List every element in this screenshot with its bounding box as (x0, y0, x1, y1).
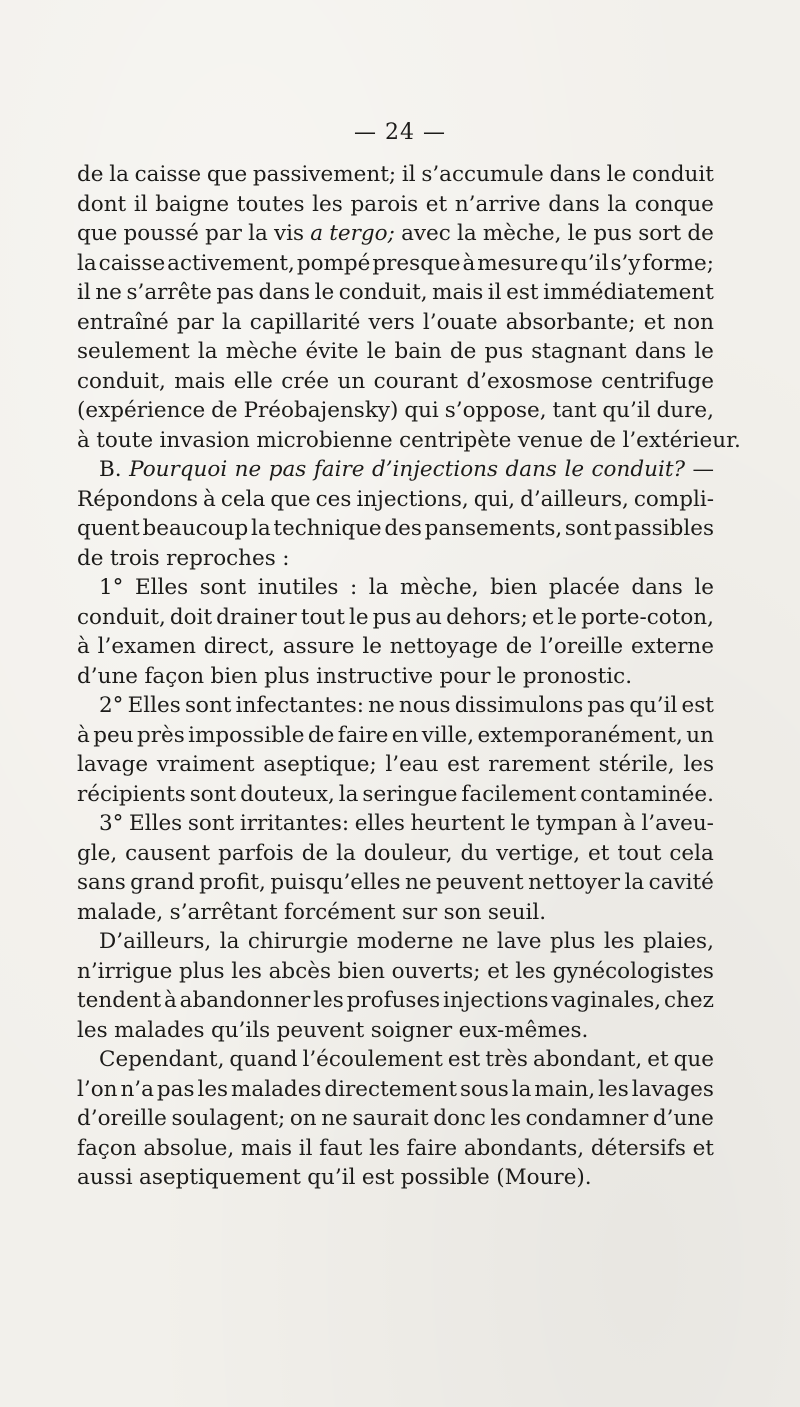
text-line: 1° Elles sont inutiles : la mèche, bien placée dans le (99, 575, 714, 600)
text-line: à toute invasion microbienne centripète venue de l’extérieur. (77, 427, 741, 453)
text-line: 2° Elles sont infectantes: ne nous dissimulons pas qu’il est (99, 693, 714, 718)
text-line: l’on n’a pas les malades directement sous la main, les lavages (77, 1076, 714, 1102)
page-number: — 24 — (354, 120, 446, 145)
text-line: B. Pourquoi ne pas faire d’injections dans le conduit? — (99, 457, 714, 482)
text-line: (expérience de Préobajensky) qui s’oppose, tant qu’il dure, (77, 398, 714, 423)
text-line: de la caisse que passivement; il s’accumule dans le conduit (77, 162, 714, 187)
text-line: Cependant, quand l’écoulement est très abondant, et que (99, 1047, 714, 1072)
text-line: d’oreille soulagent; on ne saurait donc les condamner d’une (77, 1106, 714, 1131)
text-line: entraîné par la capillarité vers l’ouate absorbante; et non (77, 309, 714, 335)
text-line: quent beaucoup la technique des pansements, sont passibles (77, 516, 714, 541)
text-line: gle, causent parfois de la douleur, du vertige, et tout cela (77, 840, 714, 866)
text-line: tendent à abandonner les profuses injections vaginales, chez (77, 988, 714, 1013)
text-line: il ne s’arrête pas dans le conduit, mais il est immédiatement (77, 280, 714, 305)
text-line: façon absolue, mais il faut les faire abondants, détersifs et (77, 1135, 714, 1161)
body-text (77, 160, 741, 1193)
text-line: lavage vraiment aseptique; l’eau est rarement stérile, les (77, 752, 714, 777)
text-line: de trois reproches : (77, 545, 290, 571)
text-line: les malades qu’ils peuvent soigner eux-mêmes. (77, 1017, 589, 1043)
text-line: aussi aseptiquement qu’il est possible (Moure). (77, 1165, 592, 1190)
text-line: conduit, mais elle crée un courant d’exosmose centrifuge (77, 368, 714, 394)
text-line: d’une façon bien plus instructive pour le pronostic. (77, 663, 633, 689)
text-line: récipients sont douteux, la seringue facilement contaminée. (77, 781, 714, 807)
text-line: n’irrigue plus les abcès bien ouverts; et les gynécologistes (77, 958, 714, 984)
text-line: dont il baigne toutes les parois et n’arrive dans la conque (77, 191, 714, 217)
text-line: conduit, doit drainer tout le pus au dehors; et le porte-coton, (77, 604, 714, 630)
text-line: Répondons à cela que ces injections, qui, d’ailleurs, compli- (77, 486, 714, 512)
text-line: à l’examen direct, assure le nettoyage de l’oreille externe (77, 634, 714, 659)
text-line: sans grand profit, puisqu’elles ne peuvent nettoyer la cavité (77, 870, 714, 895)
text-line: malade, s’arrêtant forcément sur son seuil. (77, 899, 547, 925)
text-line: seulement la mèche évite le bain de pus stagnant dans le (77, 339, 714, 364)
text-line: 3° Elles sont irritantes: elles heurtent le tympan à l’aveu- (99, 811, 714, 836)
text-line: D’ailleurs, la chirurgie moderne ne lave plus les plaies, (99, 929, 714, 954)
text-line: à peu près impossible de faire en ville, extemporanément, un (77, 722, 714, 748)
text-line: la caisse activement, pompé presque à mesure qu’il s’y forme; (77, 250, 714, 276)
text-line: que poussé par la vis a tergo; avec la mèche, le pus sort de (77, 221, 714, 246)
